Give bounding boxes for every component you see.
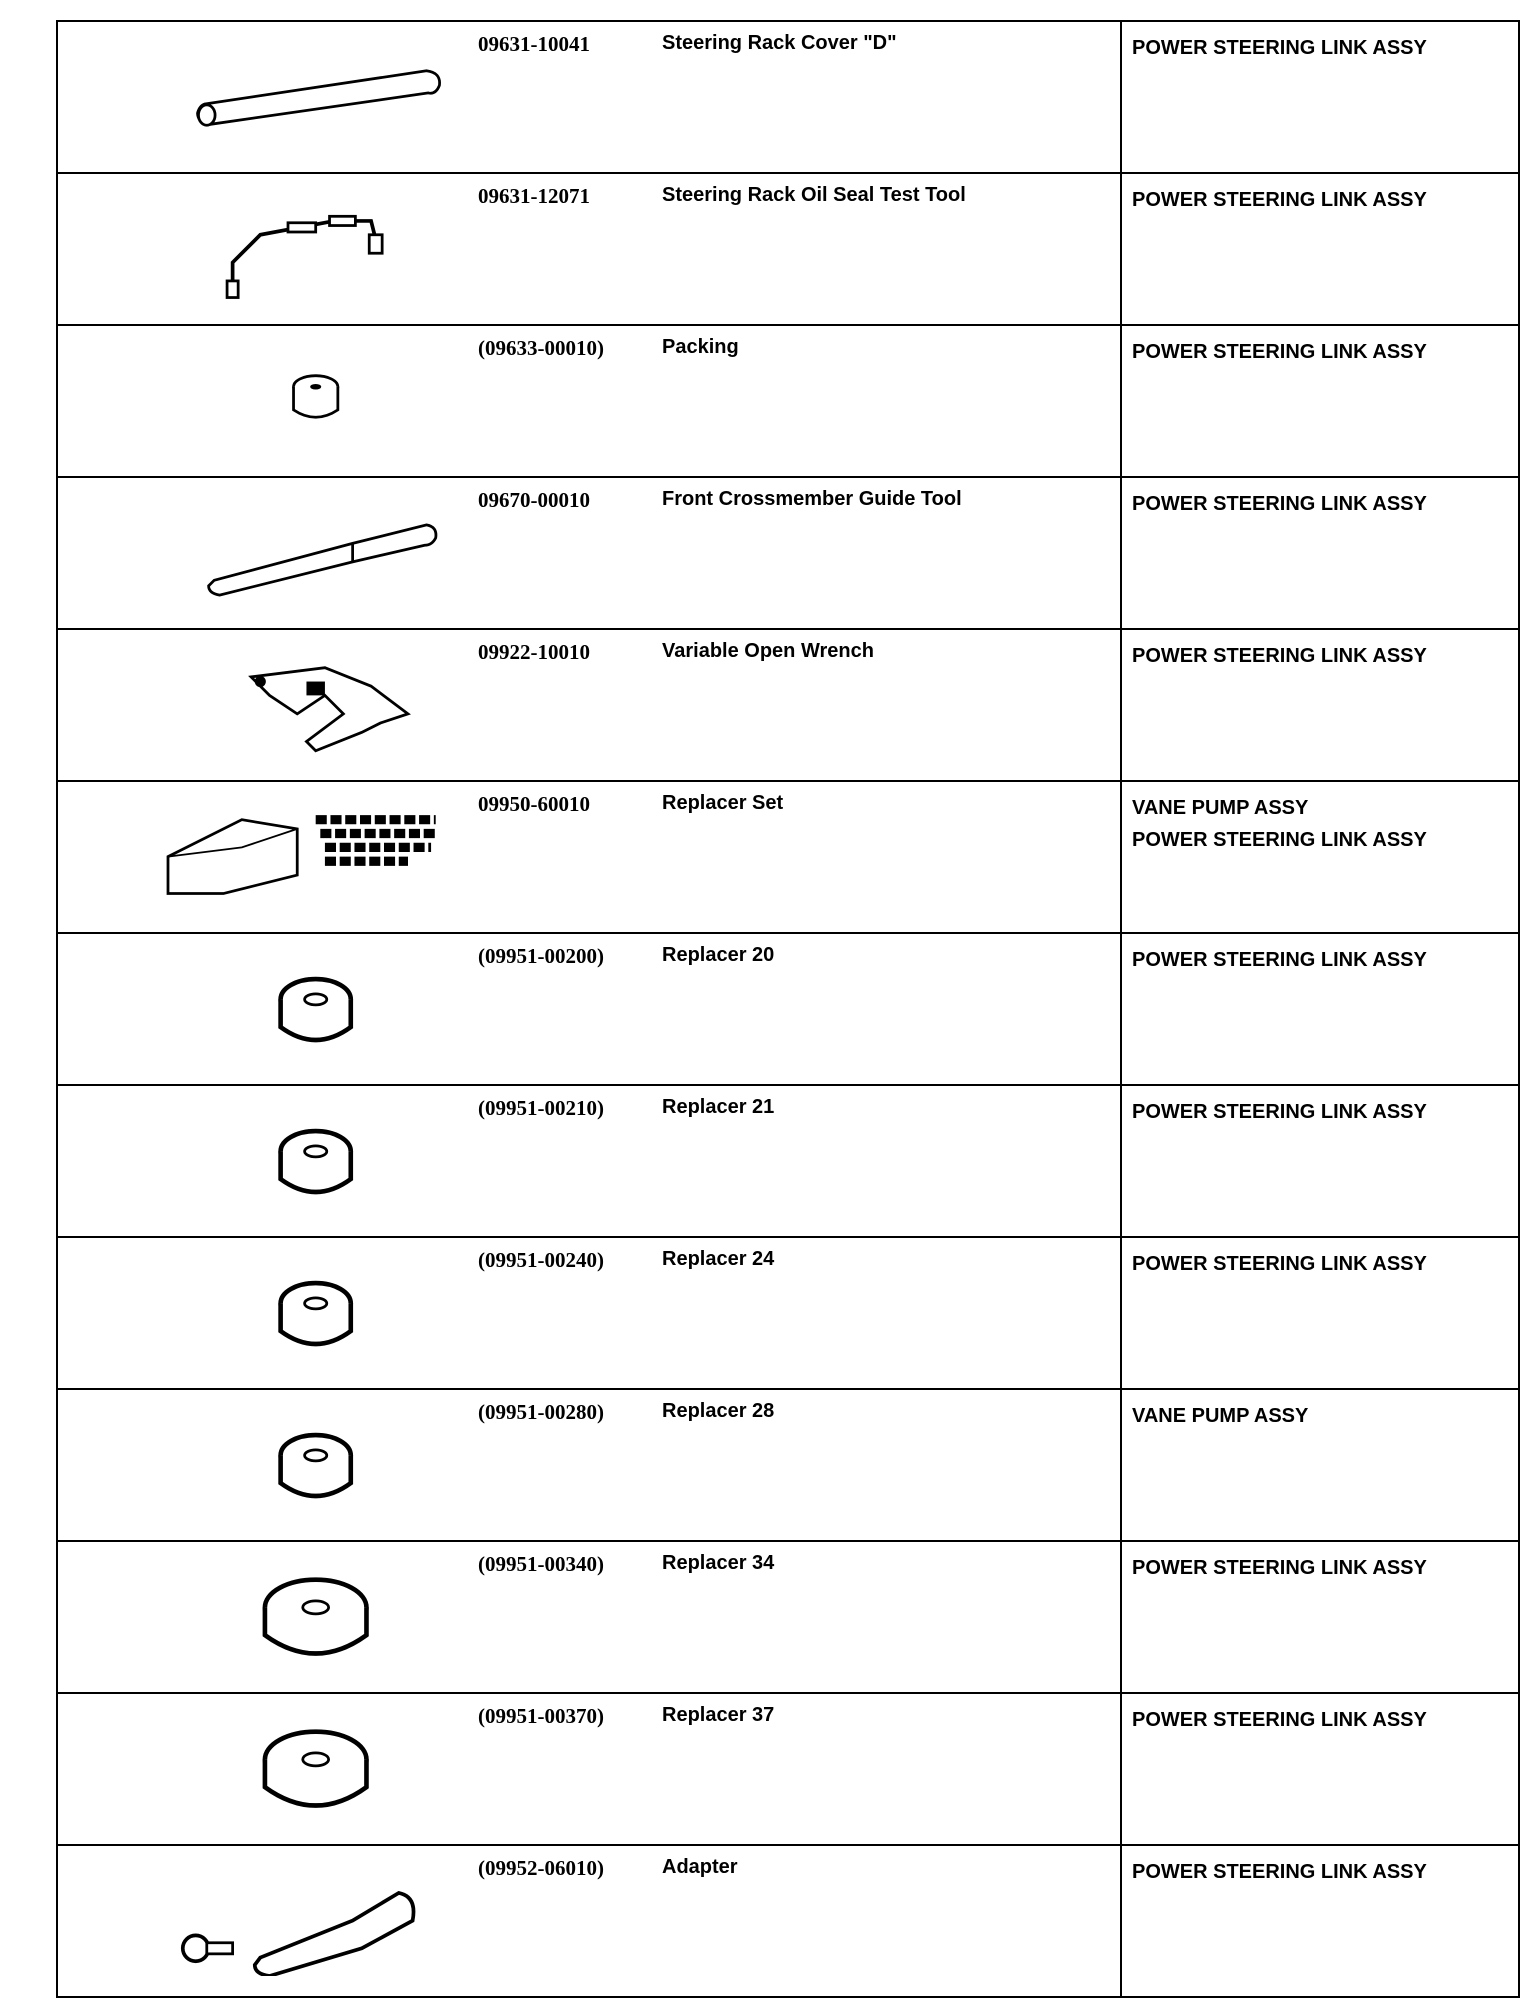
application-item: POWER STEERING LINK ASSY <box>1132 37 1427 59</box>
replacer-set-icon <box>118 792 458 912</box>
tool-name: Replacer 34 <box>662 1552 775 1574</box>
tool-name: Replacer 20 <box>662 944 775 966</box>
application-cell <box>1121 1693 1519 1845</box>
tool-row <box>57 477 1519 629</box>
tool-cell <box>57 173 1121 325</box>
packing-icon <box>118 336 458 456</box>
tool-name: Replacer 37 <box>662 1704 775 1726</box>
tool-cell <box>57 1389 1121 1541</box>
tool-table-body <box>57 21 1519 1997</box>
tool-cell <box>57 1085 1121 1237</box>
application-cell <box>1121 1541 1519 1693</box>
tool-row <box>57 781 1519 933</box>
application-item: VANE PUMP ASSY <box>1132 1405 1309 1427</box>
part-number: (09951-00370) <box>478 1704 604 1728</box>
tool-row <box>57 1389 1519 1541</box>
application-cell <box>1121 1845 1519 1997</box>
application-cell <box>1121 933 1519 1085</box>
application-item: POWER STEERING LINK ASSY <box>1132 189 1427 211</box>
replacer-ring-icon <box>118 1248 458 1368</box>
replacer-ring-icon <box>118 1096 458 1216</box>
tool-name: Front Crossmember Guide Tool <box>662 488 962 510</box>
application-item: POWER STEERING LINK ASSY <box>1132 829 1427 851</box>
application-item: POWER STEERING LINK ASSY <box>1132 1253 1427 1275</box>
replacer-ring-icon <box>118 1400 458 1520</box>
part-number: 09950-60010 <box>478 792 590 816</box>
tool-name: Adapter <box>662 1856 738 1878</box>
tool-row <box>57 1085 1519 1237</box>
application-item: POWER STEERING LINK ASSY <box>1132 1101 1427 1123</box>
part-number: (09951-00200) <box>478 944 604 968</box>
part-number: (09951-00280) <box>478 1400 604 1424</box>
guide-pin-icon <box>118 488 458 608</box>
tool-cell <box>57 781 1121 933</box>
application-item: POWER STEERING LINK ASSY <box>1132 645 1427 667</box>
pipe-tool-icon <box>118 184 458 304</box>
part-number: (09633-00010) <box>478 336 604 360</box>
tool-row <box>57 173 1519 325</box>
tool-cell <box>57 1237 1121 1389</box>
application-item: POWER STEERING LINK ASSY <box>1132 1709 1427 1731</box>
application-cell <box>1121 21 1519 173</box>
application-cell <box>1121 477 1519 629</box>
part-number: 09922-10010 <box>478 640 590 664</box>
application-cell <box>1121 1389 1519 1541</box>
application-cell <box>1121 629 1519 781</box>
tool-row <box>57 1693 1519 1845</box>
adapter-icon <box>118 1856 458 1976</box>
tool-cell <box>57 1541 1121 1693</box>
tool-name: Variable Open Wrench <box>662 640 874 662</box>
application-cell <box>1121 173 1519 325</box>
part-number: 09631-10041 <box>478 32 590 56</box>
application-cell <box>1121 781 1519 933</box>
replacer-ring-icon <box>118 944 458 1064</box>
application-cell <box>1121 1237 1519 1389</box>
tool-cell <box>57 325 1121 477</box>
large-replacer-ring-icon <box>118 1552 458 1672</box>
rod-icon <box>118 32 458 152</box>
tool-cell <box>57 1845 1121 1997</box>
tool-row <box>57 21 1519 173</box>
application-cell <box>1121 325 1519 477</box>
tool-row <box>57 1541 1519 1693</box>
tool-cell <box>57 629 1121 781</box>
application-cell <box>1121 1085 1519 1237</box>
part-number: 09631-12071 <box>478 184 590 208</box>
application-item: POWER STEERING LINK ASSY <box>1132 493 1427 515</box>
tool-name: Replacer 24 <box>662 1248 775 1270</box>
special-tools-table <box>56 20 1520 1998</box>
tool-cell <box>57 21 1121 173</box>
tool-name: Steering Rack Oil Seal Test Tool <box>662 184 966 206</box>
part-number: (09952-06010) <box>478 1856 604 1880</box>
application-item: POWER STEERING LINK ASSY <box>1132 341 1427 363</box>
application-item: VANE PUMP ASSY <box>1132 797 1309 819</box>
application-item: POWER STEERING LINK ASSY <box>1132 1861 1427 1883</box>
large-replacer-ring-icon <box>118 1704 458 1824</box>
tool-cell <box>57 477 1121 629</box>
wrench-icon <box>118 640 458 760</box>
application-item: POWER STEERING LINK ASSY <box>1132 949 1427 971</box>
application-item: POWER STEERING LINK ASSY <box>1132 1557 1427 1579</box>
tool-name: Packing <box>662 336 739 358</box>
tool-cell <box>57 933 1121 1085</box>
tool-name: Replacer 21 <box>662 1096 775 1118</box>
tool-row <box>57 1845 1519 1997</box>
part-number: (09951-00340) <box>478 1552 604 1576</box>
part-number: (09951-00240) <box>478 1248 604 1272</box>
tool-name: Replacer 28 <box>662 1400 775 1422</box>
tool-name: Replacer Set <box>662 792 784 814</box>
tool-name: Steering Rack Cover "D" <box>662 32 897 54</box>
part-number: (09951-00210) <box>478 1096 604 1120</box>
tool-row <box>57 1237 1519 1389</box>
tool-row <box>57 933 1519 1085</box>
tool-row <box>57 629 1519 781</box>
part-number: 09670-00010 <box>478 488 590 512</box>
tool-cell <box>57 1693 1121 1845</box>
tool-row <box>57 325 1519 477</box>
